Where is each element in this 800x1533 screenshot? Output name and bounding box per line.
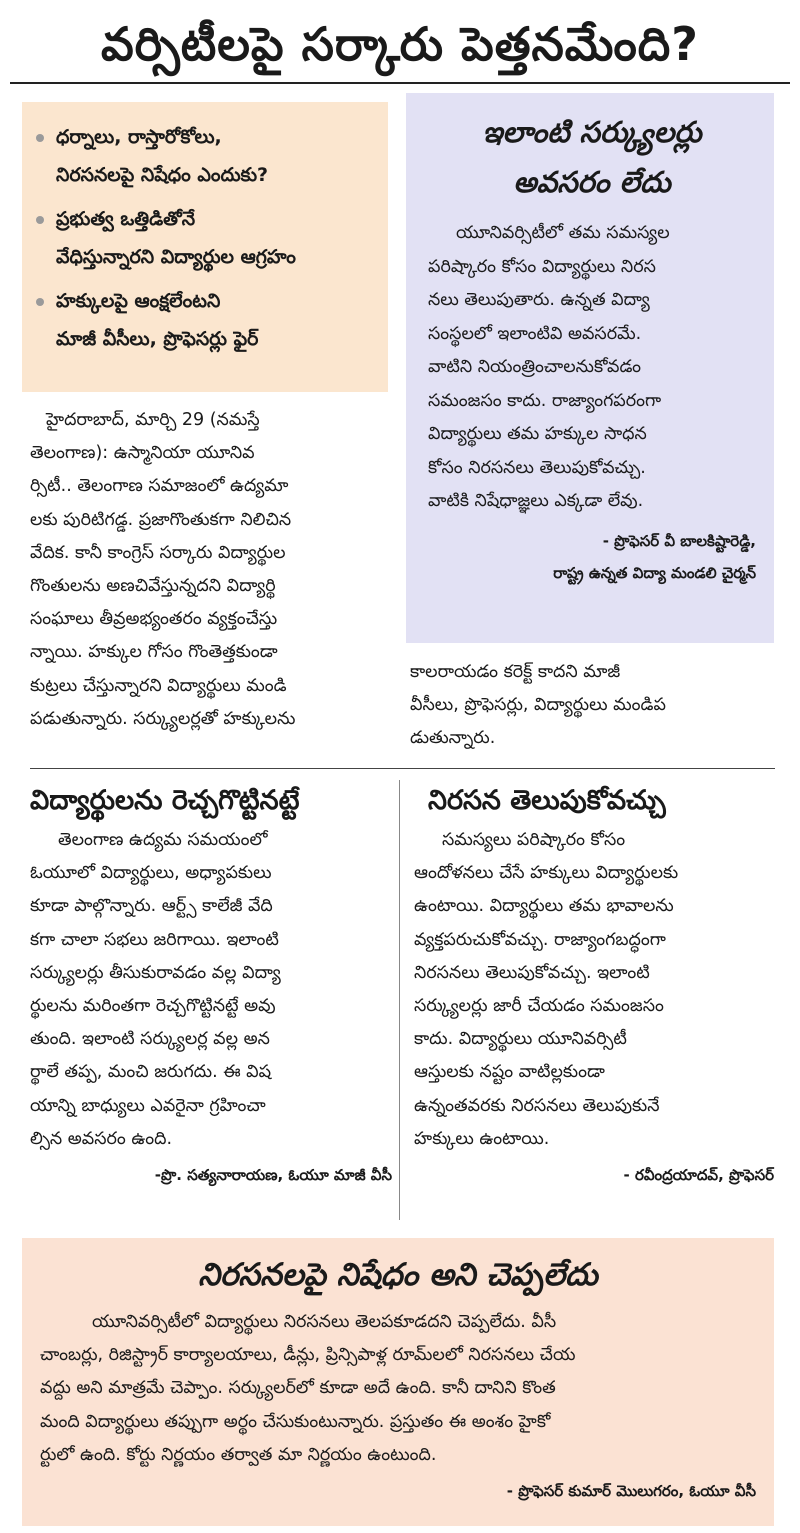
highlight-item (36, 118, 380, 194)
headline: వర్సిటీలపై సర్కారు పెత్తనమేంది? (101, 17, 699, 71)
highlight-line: హక్కులపై ఆంక్షలేంటని (56, 290, 221, 312)
highlight-item (36, 282, 380, 358)
highlight-line: నిరసనలపై నిషేధం ఎందుకు? (56, 164, 269, 186)
highlight-line: ధర్నాలు, రాస్తారోకోలు, (56, 126, 222, 148)
opinion-right-heading: నిరసన తెలుపుకోవచ్చు (428, 785, 666, 816)
highlight-line: ప్రభుత్వ ఒత్తిడితోనే (56, 208, 196, 230)
article-body-right: కాలరాయడం కరెక్ట్ కాదని మాజీ వీసీలు, ప్రొఫెసర్లు, విద్యార్థులు మండిప డుతున్నారు. (410, 662, 666, 749)
column-divider (399, 780, 400, 1220)
opinion-column-right (414, 780, 774, 1190)
quote-box-vc (22, 1238, 774, 1526)
opinion-left-heading: విద్యార్థులను రెచ్చగొట్టినట్టే (30, 785, 300, 816)
quote-box-heading: ఇలాంటి సర్క్యులర్లు అవసరం లేదు (482, 115, 702, 199)
opinion-right-body: సమస్యలు పరిష్కారం కోసం ఆందోళనలు చేసే హక్కులు విద్యార్థులకు ఉంటాయి. విద్యార్థులు తమ భావాలను వ్యక్తపరుచుకోవచ్చు. రాజ్యాంగబద్ధంగా నిరసనలు తెలుపుకోవచ్చు. ఇలాంటి సర్క్యులర్లు జారీ చేయడం సమంజసం కాదు. విద్యార్థులు యూనివర్సిటీ ఆస్తులకు నష్టం వాటిల్లకుండా ఉన్నంతవరకు నిరసనలు తెలుపుకునే హక్కులు ఉంటాయి. (414, 830, 679, 1149)
quote-box-vc-signature: - ప్రొఫెసర్ కుమార్ మొలుగరం, ఓయూ వీసీ (506, 1482, 756, 1501)
quote-box-signature: - ప్రొఫెసర్ వీ బాలకిష్టారెడ్డి, రాష్ట్ర ఉన్నత విద్యా మండలి చైర్మన్ (553, 531, 756, 582)
highlights-box (22, 102, 388, 392)
article-body-left: హైదరాబాద్, మార్చి 29 (నమస్తే తెలంగాణ): ఉస్మానియా యూనివ ర్సిటీ.. తెలంగాణ సమాజంలో ఉద్యమా లకు పురిటిగడ్డ. ప్రజాగొంతుకగా నిలిచిన వేదిక. కానీ కాంగ్రెస్ సర్కారు విద్యార్థుల గొంతులను అణచివేస్తున్నదని విద్యార్థి సంఘాలు తీవ్రఅభ్యంతరం వ్యక్తంచేస్తు న్నాయి. హక్కుల గోసం గొంతెత్తకుండా కుట్రలు చేస్తున్నారని విద్యార్థులు మండి పడుతున్నారు. సర్క్యులర్లతో హక్కులను (30, 410, 296, 729)
opinion-right-signature: - రవీంద్రయాదవ్, ప్రొఫెసర్ (623, 1166, 774, 1185)
bullet-dot-icon (36, 298, 44, 306)
top-divider (10, 82, 790, 84)
opinion-left-signature: -ప్రొ. సత్యనారాయణ, ఓయూ మాజీ వీసీ (154, 1166, 392, 1185)
quote-box-body: యూనివర్సిటీలో తమ సమస్యల పరిష్కారం కోసం విద్యార్థులు నిరస నలు తెలుపుతారు. ఉన్నత విద్యా సంస్థలలో ఇలాంటివి అవసరమే. వాటిని నియంత్రించాలనుకోవడం సమంజసం కాదు. రాజ్యాంగపరంగా విద్యార్థులు తమ హక్కుల సాధన కోసం నిరసనలు తెలుపుకోవచ్చు. వాటికి నిషేధాజ్ఞలు ఎక్కడా లేవు. (428, 223, 670, 511)
quote-box-vc-body: యూనివర్సిటీలో విద్యార్థులు నిరసనలు తెలపకూడదని చెప్పలేదు. వీసీ చాంబర్లు, రిజిస్ట్రార్ కార్యాలయాలు, డీన్లు, ప్రిన్సిపాళ్ల రూమ్‌లలో నిరసనలు చేయ వద్దు అని మాత్రమే చెప్పాం. సర్క్యులర్‌లో కూడా అదే ఉంది. కానీ దానిని కొంత మంది విద్యార్థులు తప్పుగా అర్థం చేసుకుంటున్నారు. ప్రస్తుతం ఈ అంశం హైకో ర్టులో ఉంది. కోర్టు నిర్ణయం తర్వాత మా నిర్ణయం ఉంటుంది. (40, 1312, 576, 1465)
highlight-line: మాజీ వీసీలు, ప్రొఫెసర్లు ఫైర్ (56, 328, 259, 350)
highlight-line: వేధిస్తున్నారని విద్యార్థుల ఆగ్రహం (56, 246, 296, 268)
section-divider (30, 768, 775, 769)
opinion-column-left (30, 780, 392, 1190)
quote-box-vc-heading: నిరసనలపై నిషేధం అని చెప్పలేదు (198, 1257, 598, 1293)
bullet-dot-icon (36, 134, 44, 142)
opinion-left-body: తెలంగాణ ఉద్యమ సమయంలో ఓయూలో విద్యార్థులు, అధ్యాపకులు కూడా పాల్గొన్నారు. ఆర్ట్స్ కాలేజీ వేది కగా చాలా సభలు జరిగాయి. ఇలాంటి సర్క్యులర్లు తీసుకురావడం వల్ల విద్యా ర్థులను మరింతగా రెచ్చగొట్టినట్టే అవు తుంది. ఇలాంటి సర్క్యులర్ల వల్ల అన ర్థాలే తప్ప, మంచి జరుగదు. ఈ విష యాన్ని బాధ్యులు ఎవరైనా గ్రహించా ల్సిన అవసరం ఉంది. (30, 830, 281, 1149)
highlight-item (36, 200, 380, 276)
quote-box-chairman (406, 93, 774, 643)
bullet-dot-icon (36, 216, 44, 224)
